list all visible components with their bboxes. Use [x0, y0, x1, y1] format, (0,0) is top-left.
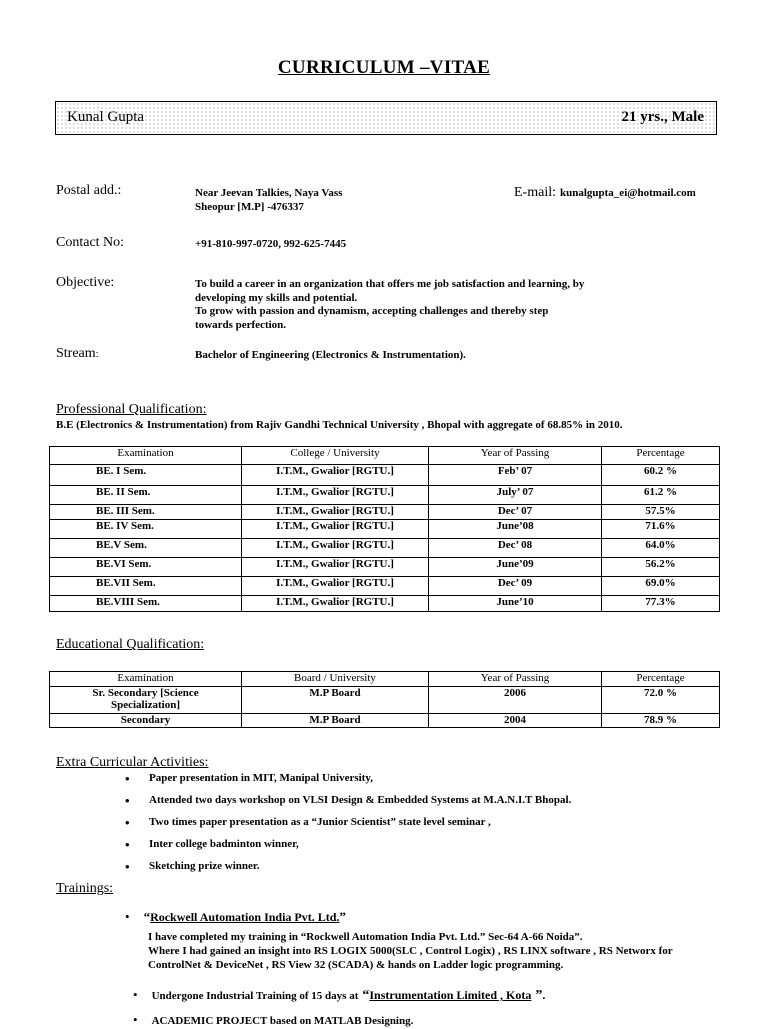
email-label: E-mail: [514, 185, 556, 200]
header-cell: College / University [242, 447, 429, 465]
table-cell: I.T.M., Gwalior [RGTU.] [242, 558, 429, 577]
professional-summary: B.E (Electronics & Instrumentation) from Rajiv Gandhi Technical University , Bhopal with aggregate of 68.85% in 2010. [56, 419, 623, 431]
close-quote: ” [535, 988, 543, 1003]
header-cell: Year of Passing [429, 672, 602, 687]
table-cell: 78.9 % [602, 714, 720, 728]
stream-label-text: Stream [56, 346, 96, 361]
table-cell: M.P Board [242, 714, 429, 728]
table-cell: 71.6% [602, 520, 720, 539]
table-cell: 2006 [429, 687, 602, 714]
document-title: CURRICULUM –VITAE [277, 57, 491, 78]
project-row [133, 1011, 413, 1029]
table-cell: July’ 07 [429, 486, 602, 505]
industrial-prefix: Undergone Industrial Training of 15 days at [151, 990, 359, 1002]
table-cell: BE.V Sem. [50, 539, 242, 558]
table-cell: BE. III Sem. [50, 505, 242, 520]
header-cell: Percentage [602, 447, 720, 465]
header-cell: Examination [50, 447, 242, 465]
table-cell: Dec’ 09 [429, 577, 602, 596]
close-quote: ” [339, 909, 346, 924]
table-cell: Dec’ 08 [429, 539, 602, 558]
table-cell: BE.VII Sem. [50, 577, 242, 596]
list-item: • Paper presentation in MIT, Manipal University, [125, 772, 745, 794]
table-row [50, 687, 720, 714]
table-cell: 2004 [429, 714, 602, 728]
table-cell: 57.5% [602, 505, 720, 520]
table-row [50, 486, 720, 505]
table-cell: Feb’ 07 [429, 465, 602, 486]
header-cell: Percentage [602, 672, 720, 687]
objective-line-1: To build a career in an organization that offers me job satisfaction and learning, by [195, 278, 585, 290]
table-row [50, 520, 720, 539]
table-cell: M.P Board [242, 687, 429, 714]
table-row [50, 714, 720, 728]
table-cell: I.T.M., Gwalior [RGTU.] [242, 505, 429, 520]
objective-line-2: developing my skills and potential. [195, 292, 358, 304]
age-gender: 21 yrs., Male [621, 109, 704, 125]
bullet-icon: • [125, 909, 130, 924]
table-cell: BE. I Sem. [50, 465, 242, 486]
table-cell: 69.0% [602, 577, 720, 596]
header-cell: Board / University [242, 672, 429, 687]
stream-label [56, 346, 99, 362]
open-quote: “ [143, 909, 151, 924]
rockwell-line-3: ControlNet & DeviceNet , RS View 32 (SCADA) & hands on Ladder logic programming. [148, 959, 564, 971]
table-cell: I.T.M., Gwalior [RGTU.] [242, 577, 429, 596]
table-row [50, 465, 720, 486]
table-row [50, 596, 720, 612]
table-cell: Dec’ 07 [429, 505, 602, 520]
contact-label: Contact No: [56, 235, 125, 250]
table-cell: 61.2 % [602, 486, 720, 505]
rockwell-line-1: I have completed my training in “Rockwell Automation India Pvt. Ltd.” Sec-64 A-66 Noida”. [148, 931, 583, 943]
postal-label: Postal add.: [56, 183, 122, 198]
contact-value: +91-810-997-0720, 992-625-7445 [195, 238, 347, 250]
table-cell: I.T.M., Gwalior [RGTU.] [242, 486, 429, 505]
educational-table [49, 671, 720, 728]
bullet-icon: • [133, 987, 138, 1002]
industrial-suffix: . [542, 988, 546, 1002]
list-item: • Sketching prize winner. [125, 860, 745, 882]
rockwell-line-2: Where I had gained an insight into RS LOGIX 5000(SLC , Control Logix) , RS LINX software , RS Networx for [148, 945, 673, 957]
rockwell-title-row [125, 908, 346, 926]
table-cell: BE.VIII Sem. [50, 596, 242, 612]
name-header-box [55, 101, 717, 135]
rockwell-title: Rockwell Automation India Pvt. Ltd. [150, 910, 340, 924]
academic-project: ACADEMIC PROJECT based on MATLAB Designing. [151, 1015, 414, 1027]
table-header-row [50, 672, 720, 687]
table-cell: BE. II Sem. [50, 486, 242, 505]
table-cell: I.T.M., Gwalior [RGTU.] [242, 539, 429, 558]
industrial-org: Instrumentation Limited , Kota [369, 988, 532, 1002]
candidate-name: Kunal Gupta [67, 109, 145, 125]
table-row [50, 558, 720, 577]
table-cell: BE.VI Sem. [50, 558, 242, 577]
table-cell: Sr. Secondary [Science Specialization] [50, 687, 242, 714]
objective-label: Objective: [56, 275, 115, 290]
industrial-training-row [133, 986, 545, 1004]
postal-line-1: Near Jeevan Talkies, Naya Vass [195, 187, 343, 199]
table-cell: Secondary [50, 714, 242, 728]
extra-heading: Extra Curricular Activities: [56, 755, 209, 770]
email-block [514, 183, 696, 201]
professional-heading: Professional Qualification: [56, 402, 207, 417]
table-cell: 77.3% [602, 596, 720, 612]
objective-line-3: To grow with passion and dynamism, accepting challenges and thereby step [195, 305, 549, 317]
list-item: • Two times paper presentation as a “Junior Scientist” state level seminar , [125, 816, 745, 838]
table-header-row [50, 447, 720, 465]
bullet-icon: • [133, 1012, 138, 1027]
table-cell: BE. IV Sem. [50, 520, 242, 539]
objective-line-4: towards perfection. [195, 319, 287, 331]
extra-list [125, 772, 745, 882]
table-cell: June’10 [429, 596, 602, 612]
table-cell: I.T.M., Gwalior [RGTU.] [242, 520, 429, 539]
stream-value: Bachelor of Engineering (Electronics & Instrumentation). [195, 349, 466, 361]
table-cell: June’09 [429, 558, 602, 577]
table-row [50, 505, 720, 520]
stream-colon: : [95, 348, 99, 360]
email-value[interactable]: kunalgupta_ei@hotmail.com [560, 187, 696, 199]
table-cell: 72.0 % [602, 687, 720, 714]
header-cell: Year of Passing [429, 447, 602, 465]
table-cell: 60.2 % [602, 465, 720, 486]
educational-heading: Educational Qualification: [56, 637, 205, 652]
list-item: • Inter college badminton winner, [125, 838, 745, 860]
table-row [50, 577, 720, 596]
postal-line-2: Sheopur [M.P] -476337 [195, 201, 304, 213]
header-cell: Examination [50, 672, 242, 687]
table-row [50, 539, 720, 558]
trainings-heading: Trainings: [56, 881, 114, 896]
professional-table [49, 446, 720, 612]
table-cell: 56.2% [602, 558, 720, 577]
list-item: • Attended two days workshop on VLSI Design & Embedded Systems at M.A.N.I.T Bhopal. [125, 794, 745, 816]
table-cell: 64.0% [602, 539, 720, 558]
table-cell: I.T.M., Gwalior [RGTU.] [242, 465, 429, 486]
table-cell: June’08 [429, 520, 602, 539]
open-quote: “ [362, 988, 370, 1003]
table-cell: I.T.M., Gwalior [RGTU.] [242, 596, 429, 612]
